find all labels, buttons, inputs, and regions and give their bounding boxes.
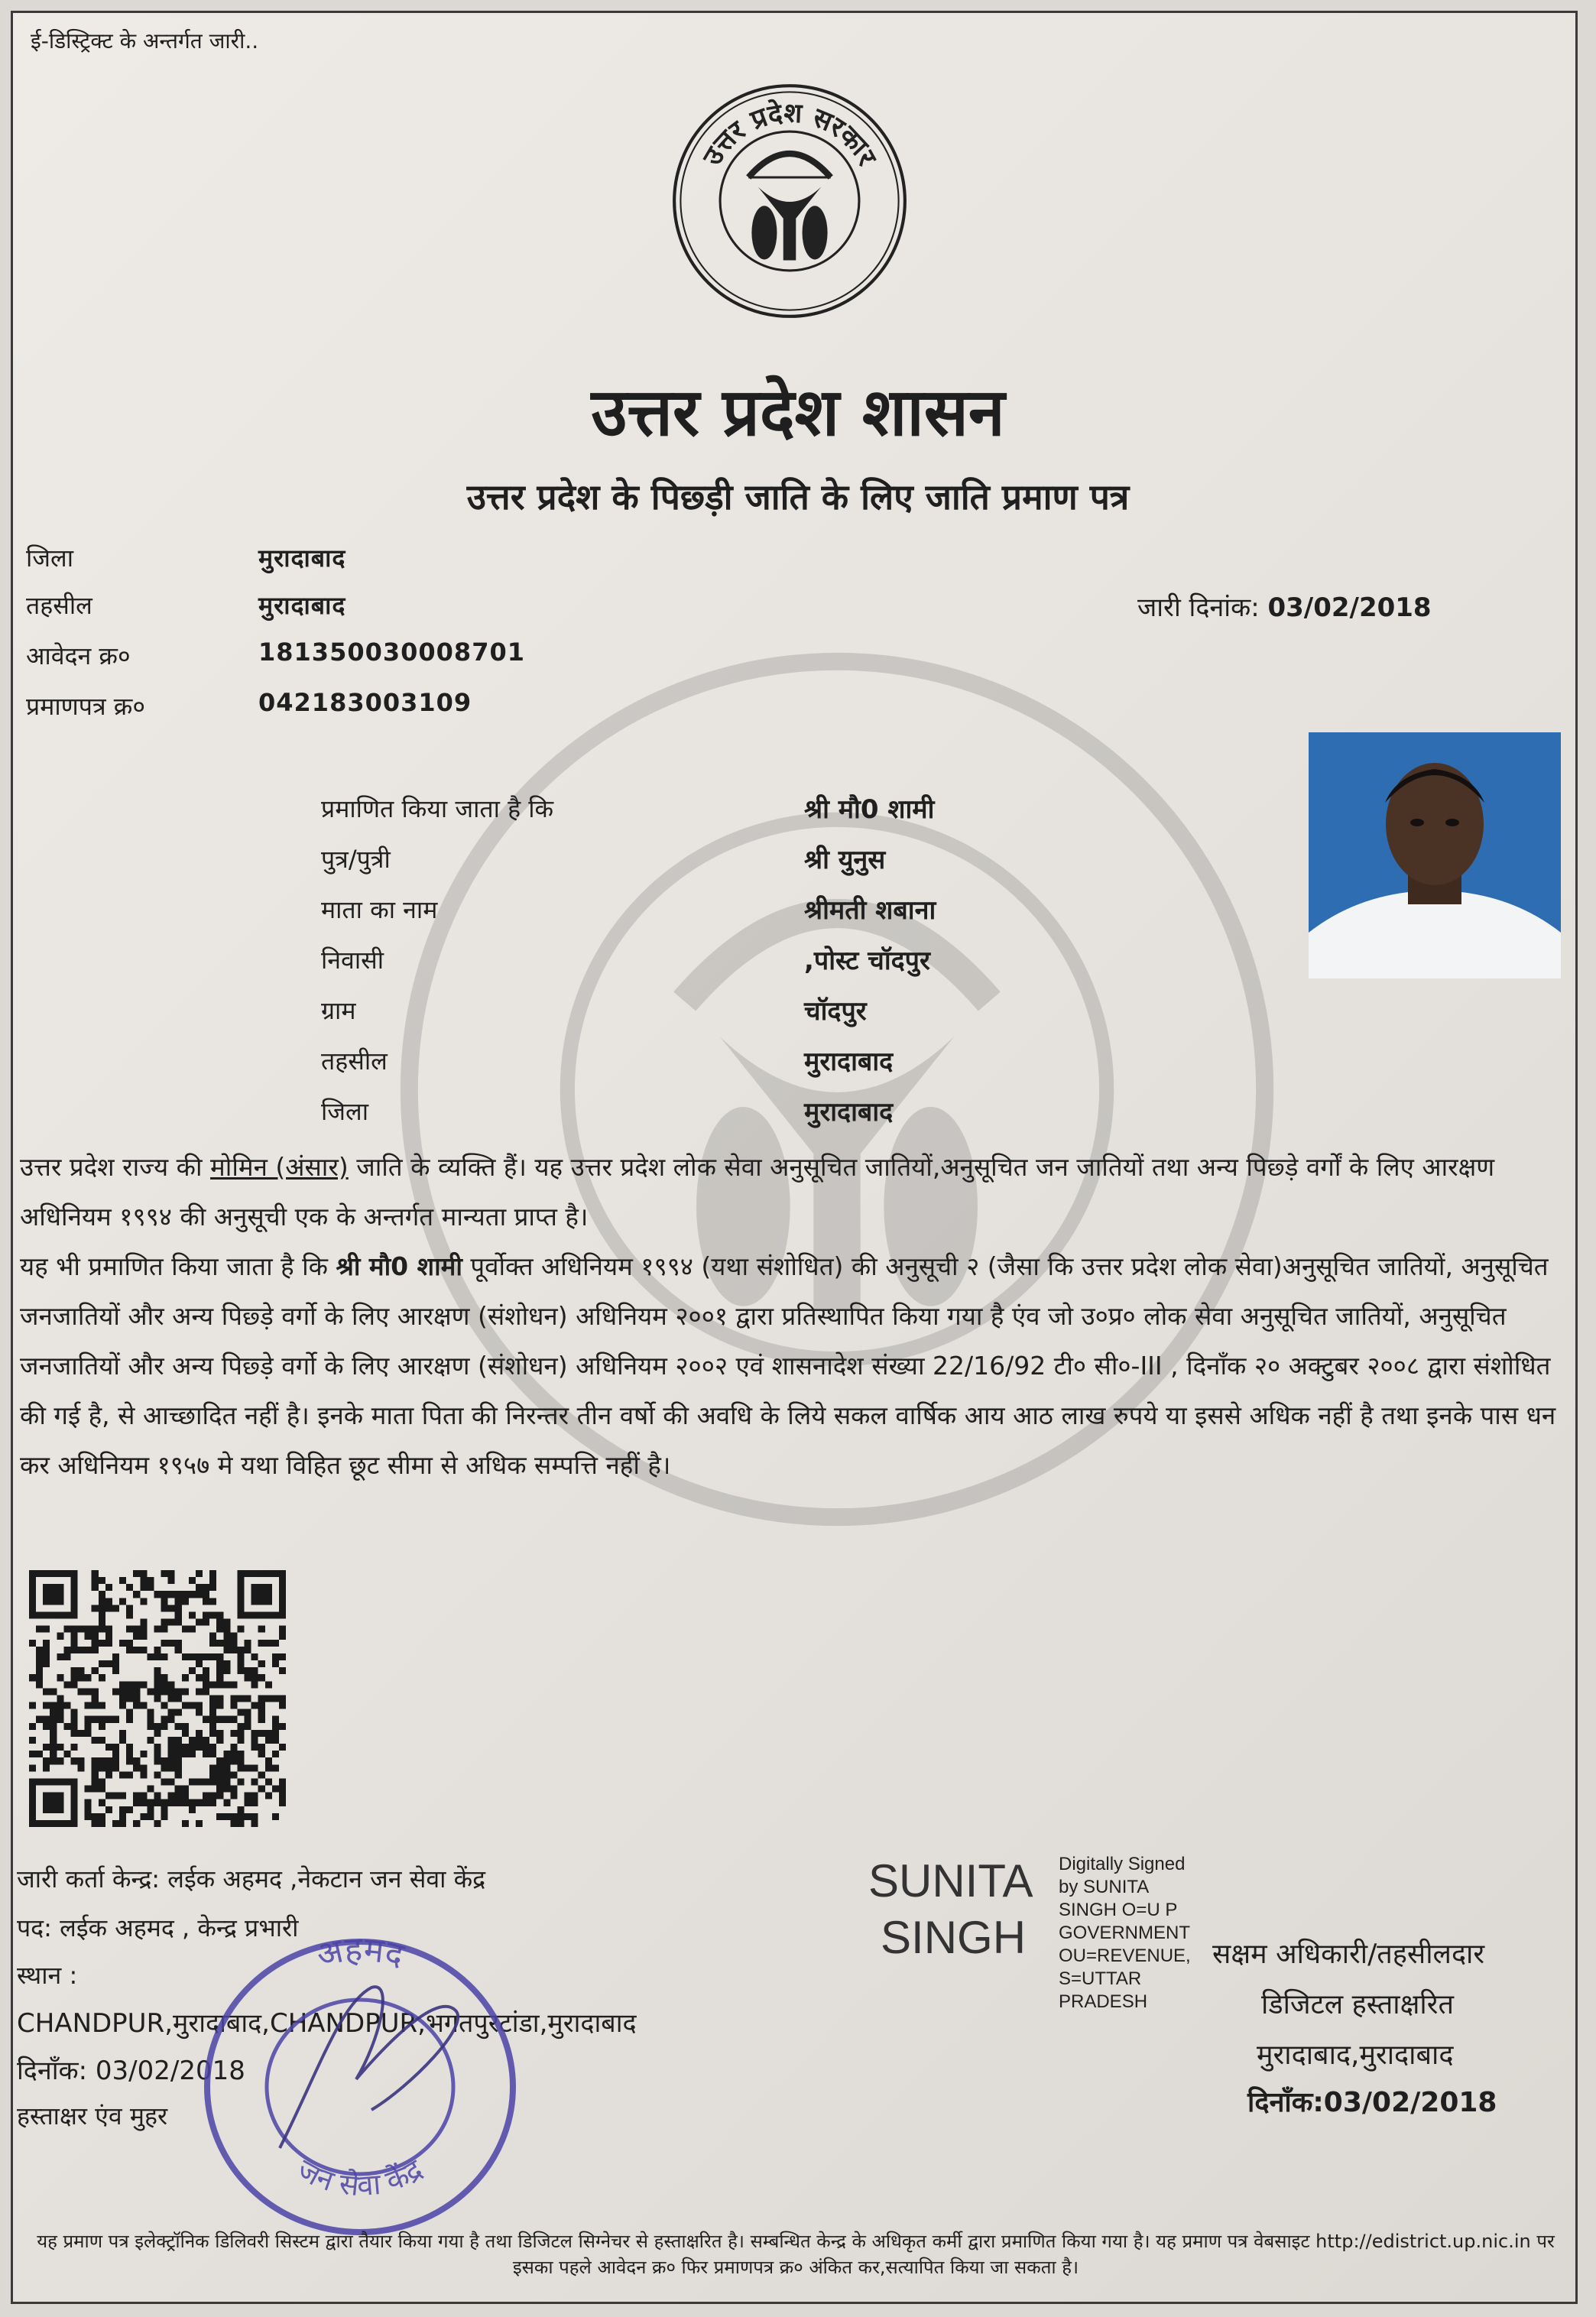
district-label: जिला (26, 544, 74, 573)
caste-paragraph (20, 1142, 1556, 1241)
resident-label: निवासी (321, 946, 384, 975)
applicant-photo (1309, 732, 1561, 978)
footer-note: यह प्रमाण पत्र इलेक्ट्रॉनिक डिलिवरी सिस्टम द्वारा तैयार किया गया है तथा डिजिटल सिग्नेचर से हस्ताक्षरित है। सम्बन्धित केन्द्र के अधिकृत कर्मी द्वारा प्रमाणित किया गया है। यह प्रमाण पत्र वेबसाइट http://edistrict.up.nic.in पर इसका पहले आवेदन क्र० फिर प्रमाणपत्र क्र० अंकित कर,सत्यापित किया जा सकता है। (37, 2231, 1555, 2278)
header-note: ई-डिस्ट्रिक्ट के अन्तर्गत जारी.. (31, 28, 259, 54)
digital-sign-label: डिजिटल हस्ताक्षरित (1261, 1989, 1454, 2020)
svg-text:जन सेवा केंद्र: जन सेवा केंद्र (291, 2152, 429, 2203)
para2-pre: यह भी प्रमाणित किया जाता है कि (20, 1251, 336, 1281)
issuing-center: जारी कर्ता केन्द्र: लईक अहमद ,नेकटान जन सेवा केंद्र (17, 1864, 486, 1894)
eligibility-paragraph (20, 1241, 1556, 1490)
certified-label: प्रमाणित किया जाता है कि (321, 794, 554, 823)
tehsil-label: तहसील (26, 591, 92, 620)
village-value: चॉदपुर (804, 996, 867, 1027)
mother-name: श्रीमती शबाना (804, 895, 936, 926)
parent-label: पुत्र/पुत्री (321, 845, 391, 874)
para2-name: श्री मौ0 शामी (336, 1251, 462, 1281)
tehsil-value: मुरादाबाद (258, 591, 346, 620)
sign-and-seal-label: हस्ताक्षर एंव मुहर (17, 2101, 168, 2130)
place-label: स्थान : (17, 1961, 78, 1990)
officer-designation: सक्षम अधिकारी/तहसीलदार (1212, 1939, 1485, 1970)
village-label: ग्राम (321, 996, 356, 1025)
svg-text:उत्तर प्रदेश सरकार: उत्तर प्रदेश सरकार (696, 97, 883, 171)
signer-name-line2: SINGH (881, 1912, 1027, 1963)
issuer-date: दिनाँक: 03/02/2018 (17, 2056, 245, 2086)
district-value: मुरादाबाद (258, 544, 346, 573)
page-subtitle: उत्तर प्रदेश के पिछ्ड़ी जाति के लिए जाति प्रमाण पत्र (466, 476, 1130, 518)
detail-tehsil-value: मुरादाबाद (804, 1047, 894, 1077)
signer-name-line1: SUNITA (868, 1855, 1033, 1906)
para1-pre: उत्तर प्रदेश राज्य की (20, 1152, 211, 1182)
certificate-label: प्रमाणपत्र क्र० (26, 692, 145, 721)
place-value: CHANDPUR,मुरादाबाद,CHANDPUR,भगतपुरटांडा,मुरादाबाद (17, 2008, 637, 2039)
applicant-name: श्री मौ0 शामी (804, 794, 935, 825)
page-title: उत्तर प्रदेश शासन (591, 374, 1005, 451)
detail-district-label: जिला (321, 1097, 369, 1126)
caste-name: मोमिन (अंसार) (210, 1152, 349, 1182)
svg-text:अहमद: अहमद (313, 1929, 408, 1975)
digital-signature-details: Digitally Signed by SUNITA SINGH O=U P GOVERNMENT OU=REVENUE, S=UTTAR PRADESH (1059, 1854, 1191, 2012)
issuer-post: पद: लईक अहमद , केन्द्र प्रभारी (17, 1913, 299, 1942)
officer-date: दिनाँक:03/02/2018 (1247, 2087, 1497, 2118)
issue-date (1137, 589, 1432, 624)
detail-tehsil-label: तहसील (321, 1047, 388, 1076)
application-label: आवेदन क्र० (26, 641, 131, 670)
qr-code (28, 1570, 287, 1827)
center-seal-stamp (180, 1919, 540, 2255)
up-government-emblem (671, 83, 908, 320)
certificate-number: 042183003109 (258, 688, 472, 717)
para2-post: पूर्वोक्त अधिनियम १९९४ (यथा संशोधित) की अनुसूची २ (जैसा कि उत्तर प्रदेश लोक सेवा)अनुसूचित जातियों, अनुसूचित जनजातियों और अन्य पिछ्ड़े वर्गो के लिए आरक्षण (संशोधन) अधिनियम २००१ द्वारा प्रतिस्थापित किया गया है एंव जो उ०प्र० लोक सेवा अनुसूचित जातियों, अनुसूचित जनजातियों और अन्य पिछ्ड़े वर्गो के लिए आरक्षण (संशोधन) अधिनियम २००२ एवं शासनादेश संख्या 22/16/92 टी० सी०-III , दिनाँक २० अक्टुबर २००८ द्वारा संशोधित की गई है, से आच्छादित नहीं है। इनके माता पिता की निरन्तर तीन वर्षो की अवधि के लिये सकल वार्षिक आय आठ लाख रुपये या इससे अधिक नहीं है तथा इनके पास धन कर अधिनियम १९५७ मे यथा विहित छूट सीमा से अधिक सम्पत्ति नहीं है। (20, 1251, 1556, 1480)
para1-post: जाति के व्यक्ति हैं। यह उत्तर प्रदेश लोक सेवा अनुसूचित जातियों,अनुसूचित जन जातियों तथा अन्य पिछ्ड़े वर्गों के लिए आरक्षण अधिनियम १९९४ की अनुसूची एक के अन्तर्गत मान्यता प्राप्त है। (20, 1152, 1495, 1232)
father-name: श्री युनुस (804, 845, 886, 875)
issue-date-value: 03/02/2018 (1267, 592, 1432, 623)
issue-date-label: जारी दिनांक: (1137, 592, 1260, 623)
application-number: 181350030008701 (258, 638, 525, 667)
officer-place: मुरादाबाद,मुरादाबाद (1257, 2040, 1454, 2071)
resident-value: ,पोस्ट चॉदपुर (804, 946, 930, 976)
detail-district-value: मुरादाबाद (804, 1097, 894, 1128)
mother-label: माता का नाम (321, 895, 438, 924)
